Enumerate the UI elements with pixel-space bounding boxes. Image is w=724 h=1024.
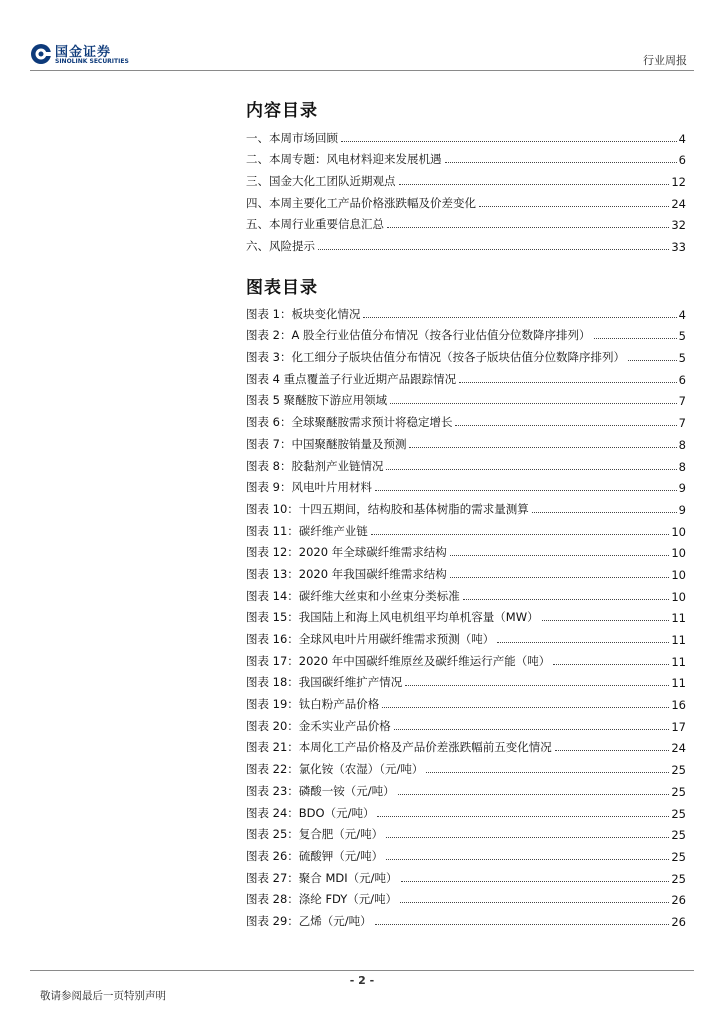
figure-entry-page: 26 (671, 914, 686, 929)
toc-entry[interactable] (246, 211, 686, 233)
figure-entry[interactable] (246, 734, 686, 756)
figure-entry-label: 图表 28：涤纶 FDY（元/吨） (246, 892, 398, 907)
dot-leader (401, 881, 670, 882)
figure-entry-label: 图表 9：风电叶片用材料 (246, 480, 372, 495)
figure-entry[interactable] (246, 539, 686, 561)
figure-entry-page: 11 (671, 676, 686, 691)
figure-entry-page: 25 (671, 806, 686, 821)
dot-leader (479, 206, 669, 207)
figure-entry[interactable] (246, 517, 686, 539)
figure-entry[interactable] (246, 842, 686, 864)
toc-entry[interactable] (246, 124, 686, 146)
figure-entry-page: 9 (678, 502, 686, 517)
dot-leader (390, 403, 677, 404)
figure-entry-label: 图表 5 聚醚胺下游应用领域 (246, 393, 388, 408)
dot-leader (497, 642, 669, 643)
dot-leader (386, 859, 669, 860)
toc-entry[interactable] (246, 189, 686, 211)
figure-entry[interactable] (246, 343, 686, 365)
figure-entry-page: 8 (678, 459, 686, 474)
toc-entry-page: 12 (671, 175, 686, 190)
figure-entry-label: 图表 4 重点覆盖子行业近期产品跟踪情况 (246, 371, 457, 386)
dot-leader (399, 184, 670, 185)
figure-entry-page: 16 (671, 698, 686, 713)
dot-leader (386, 837, 669, 838)
dot-leader (377, 816, 669, 817)
figure-entry[interactable] (246, 604, 686, 626)
figure-entry[interactable] (246, 430, 686, 452)
figure-entry[interactable] (246, 560, 686, 582)
toc-entry-page: 6 (678, 153, 686, 168)
figure-entry[interactable] (246, 625, 686, 647)
figure-entry-page: 7 (678, 394, 686, 409)
figure-entry[interactable] (246, 864, 686, 886)
dot-leader (363, 317, 676, 318)
figure-entry-page: 9 (678, 481, 686, 496)
figure-entry-label: 图表 7：中国聚醚胺销量及预测 (246, 436, 407, 451)
toc-entry-label: 三、国金大化工团队近期观点 (246, 174, 396, 189)
toc-entry-page: 24 (671, 196, 686, 211)
toc-entry-label: 一、本周市场回顾 (246, 130, 338, 145)
dot-leader (405, 685, 669, 686)
figures-list (246, 300, 686, 929)
figure-entry-label: 图表 24：BDO（元/吨） (246, 805, 375, 820)
figure-entry-label: 图表 16：全球风电叶片用碳纤维需求预测（吨） (246, 632, 495, 646)
figure-entry-page: 11 (671, 633, 686, 647)
figure-entry-page: 11 (671, 611, 686, 626)
figure-entry[interactable] (246, 690, 686, 712)
figure-entry-label: 图表 23：磷酸一铵（元/吨） (246, 783, 395, 798)
figure-entry-label: 图表 1：板块变化情况 (246, 306, 361, 321)
figure-entry-label: 图表 6：全球聚醚胺需求预计将稳定增长 (246, 415, 453, 430)
dot-leader (459, 382, 677, 383)
figure-entry-label: 图表 3：化工细分子版块估值分布情况（按各子版块估值分位数降序排列） (246, 350, 625, 365)
figure-entry[interactable] (246, 322, 686, 344)
figure-entry-label: 图表 20：金禾实业产品价格 (246, 718, 391, 733)
dot-leader (426, 772, 669, 773)
figure-entry-label: 图表 14：碳纤维大丝束和小丝束分类标准 (246, 588, 460, 603)
dot-leader (532, 512, 677, 513)
toc-entry[interactable] (246, 232, 686, 254)
figure-entry-page: 25 (671, 828, 686, 843)
figure-entry-label: 图表 18：我国碳纤维扩产情况 (246, 675, 403, 690)
report-type-label: 行业周报 (643, 54, 687, 67)
toc-entry-page: 32 (671, 218, 686, 233)
figure-entry-label: 图表 29：乙烯（元/吨） (246, 913, 372, 928)
figure-entry-page: 25 (671, 784, 686, 799)
figure-entry-page: 4 (678, 307, 686, 322)
figure-entry-page: 26 (671, 893, 686, 908)
dot-leader (455, 425, 676, 426)
dot-leader (398, 794, 670, 795)
figure-entry-label: 图表 10：十四五期间，结构胶和基体树脂的需求量测算 (246, 501, 529, 516)
contents-list (246, 124, 686, 254)
figure-entry[interactable] (246, 495, 686, 517)
logo-chinese-name: 国金证券 (55, 45, 112, 60)
toc-entry[interactable] (246, 167, 686, 189)
dot-leader (400, 902, 669, 903)
figure-entry-page: 25 (671, 849, 686, 864)
figure-entry[interactable] (246, 712, 686, 734)
figure-entry[interactable] (246, 365, 686, 387)
dot-leader (318, 249, 669, 250)
figure-entry-label: 图表 2：A 股全行业估值分布情况（按各行业估值分位数降序排列） (246, 328, 591, 343)
dot-leader (382, 707, 669, 708)
figure-entry[interactable] (246, 647, 686, 669)
figure-entry[interactable] (246, 886, 686, 908)
header-divider (30, 70, 694, 71)
dot-leader (555, 750, 670, 751)
dot-leader (375, 924, 670, 925)
contents-heading: 内容目录 (246, 101, 318, 121)
figure-entry[interactable] (246, 408, 686, 430)
figure-entry-page: 24 (671, 741, 686, 756)
figure-entry-label: 图表 27：聚合 MDI（元/吨） (246, 870, 398, 885)
figure-entry-label: 图表 13：2020 年我国碳纤维需求结构 (246, 566, 447, 581)
figure-entry-page: 6 (678, 372, 686, 387)
dot-leader (542, 620, 670, 621)
dot-leader (450, 577, 670, 578)
figure-entry-page: 25 (671, 871, 686, 886)
figure-entry[interactable] (246, 821, 686, 843)
figure-entry[interactable] (246, 907, 686, 929)
figure-entry-label: 图表 21：本周化工产品价格及产品价差涨跌幅前五变化情况 (246, 740, 552, 755)
figure-entry[interactable] (246, 452, 686, 474)
dot-leader (387, 227, 669, 228)
figure-entry-page: 10 (671, 546, 686, 561)
page-number: - 2 - (349, 974, 375, 987)
dot-leader (594, 338, 677, 339)
figure-entry[interactable] (246, 582, 686, 604)
dot-leader (409, 447, 676, 448)
dot-leader (445, 162, 677, 163)
dot-leader (371, 534, 670, 535)
dot-leader (394, 729, 670, 730)
figure-entry-label: 图表 11：碳纤维产业链 (246, 523, 368, 538)
figure-entry[interactable] (246, 799, 686, 821)
toc-entry-page: 33 (671, 240, 686, 255)
figure-entry[interactable] (246, 669, 686, 691)
figure-entry-label: 图表 15：我国陆上和海上风电机组平均单机容量（MW） (246, 610, 539, 625)
figure-entry[interactable] (246, 387, 686, 409)
toc-entry[interactable] (246, 146, 686, 168)
sinolink-logo-icon (30, 43, 52, 65)
company-logo (30, 41, 140, 69)
dot-leader (386, 469, 676, 470)
figure-entry-page: 17 (671, 719, 686, 734)
figure-entry-page: 10 (671, 589, 686, 604)
dot-leader (628, 360, 677, 361)
figure-entry-page: 5 (678, 351, 686, 366)
toc-entry-label: 五、本周行业重要信息汇总 (246, 217, 384, 232)
figure-entry-label: 图表 17：2020 年中国碳纤维原丝及碳纤维运行产能（吨） (246, 653, 551, 668)
toc-entry-page: 4 (678, 131, 686, 146)
dot-leader (450, 555, 670, 556)
dot-leader (375, 490, 677, 491)
figure-entry[interactable] (246, 777, 686, 799)
figure-entry-page: 10 (671, 524, 686, 539)
figure-entry-page: 8 (678, 437, 686, 452)
figure-entry[interactable] (246, 474, 686, 496)
toc-entry-label: 六、风险提示 (246, 239, 315, 254)
footer-divider (30, 970, 694, 971)
disclaimer-text: 敬请参阅最后一页特别声明 (40, 990, 166, 1002)
figure-entry-label: 图表 26：硫酸钾（元/吨） (246, 848, 384, 863)
figure-entry-page: 11 (671, 654, 686, 669)
figure-entry[interactable] (246, 755, 686, 777)
figure-entry-label: 图表 12：2020 年全球碳纤维需求结构 (246, 545, 447, 560)
figure-entry-page: 5 (678, 329, 686, 344)
figure-entry-page: 10 (671, 567, 686, 582)
figure-entry-label: 图表 22：氯化铵（农湿）（元/吨） (246, 762, 424, 777)
figure-entry-page: 25 (671, 763, 686, 778)
figure-entry-label: 图表 8：胶黏剂产业链情况 (246, 458, 384, 473)
toc-entry-label: 四、本周主要化工产品价格涨跌幅及价差变化 (246, 195, 476, 210)
dot-leader (341, 141, 677, 142)
logo-english-name: SINOLINK SECURITIES (55, 58, 129, 65)
figure-entry[interactable] (246, 300, 686, 322)
dot-leader (463, 599, 670, 600)
figure-entry-page: 7 (678, 416, 686, 431)
figure-entry-label: 图表 19：钛白粉产品价格 (246, 697, 380, 712)
dot-leader (553, 664, 669, 665)
figure-entry-label: 图表 25：复合肥（元/吨） (246, 827, 384, 842)
figures-heading: 图表目录 (246, 278, 318, 298)
toc-entry-label: 二、本周专题：风电材料迎来发展机遇 (246, 152, 442, 167)
